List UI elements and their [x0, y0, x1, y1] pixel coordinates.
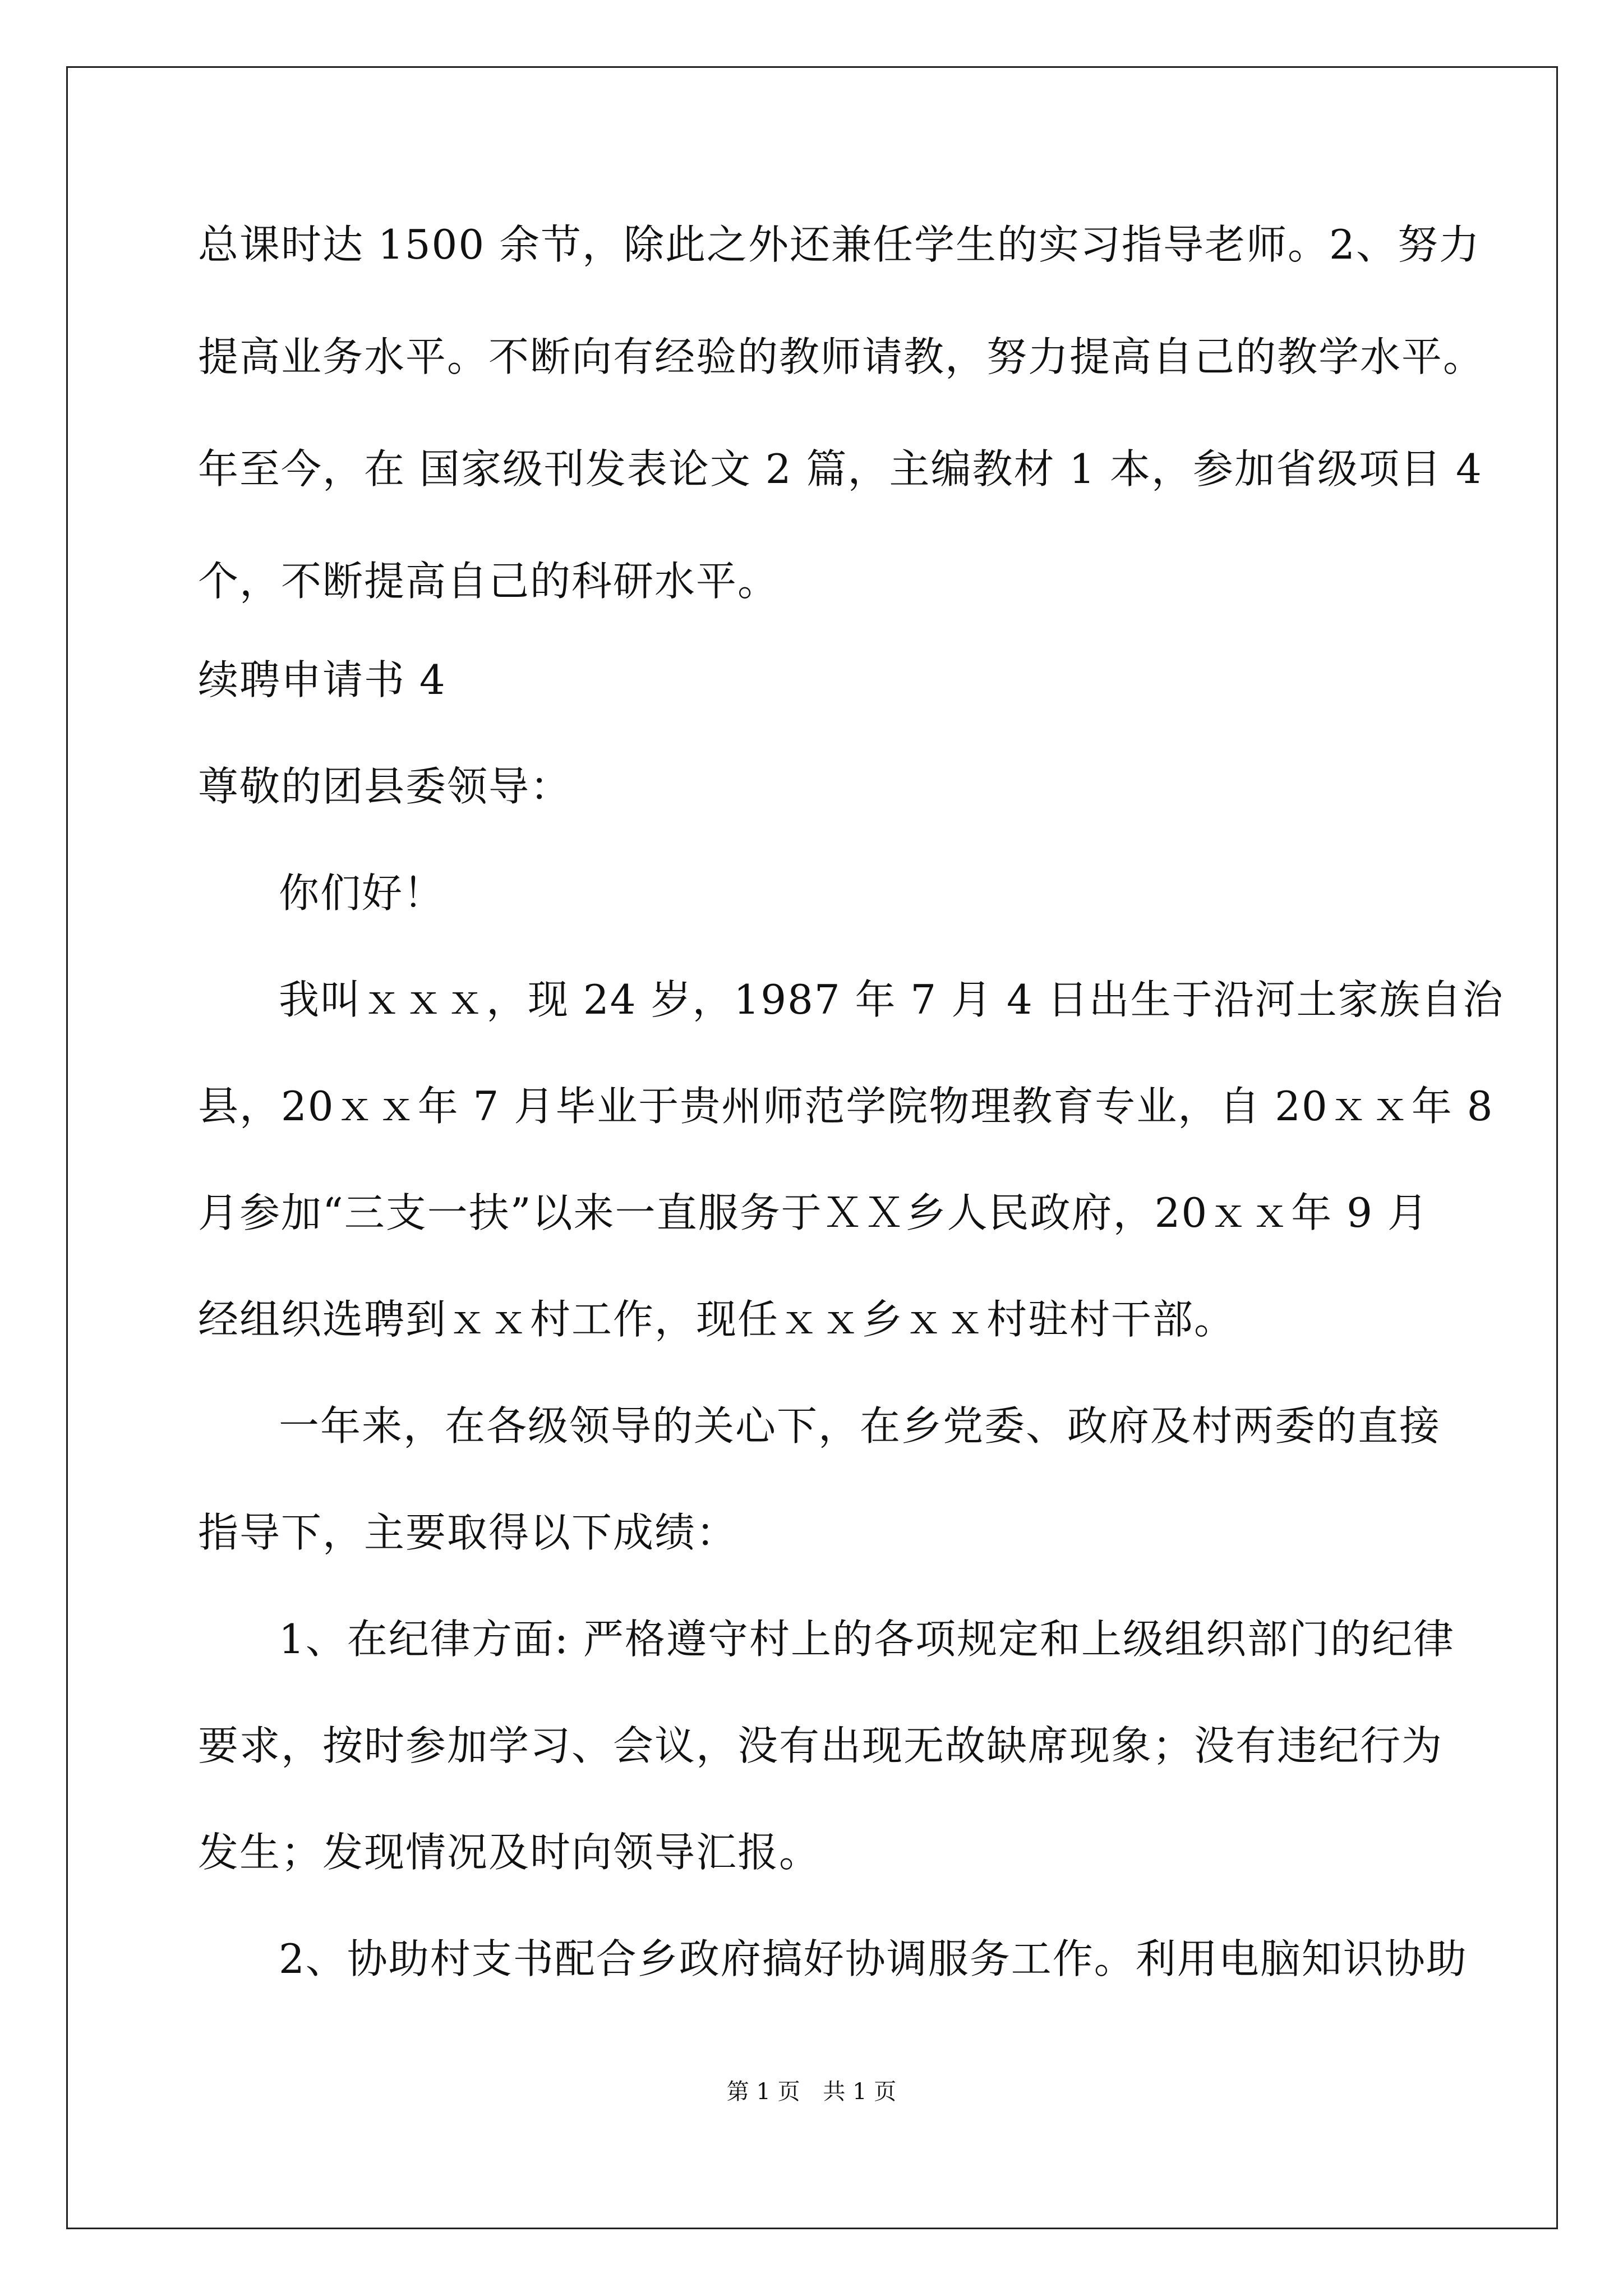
body-line: 我叫ｘｘｘ，现 24 岁，1987 年 7 月 4 日出生于沿河土家族自治 [279, 976, 1504, 1023]
body-line: 指导下，主要取得以下成绩： [198, 1509, 738, 1556]
page-total: 共 1 页 [823, 2079, 897, 2105]
salutation: 尊敬的团县委领导： [198, 763, 572, 810]
section-heading: 续聘申请书 4 [198, 656, 446, 703]
page-sheet [66, 66, 1558, 2229]
body-line: 经组织选聘到ｘｘ村工作，现任ｘｘ乡ｘｘ村驻村干部。 [198, 1296, 1236, 1343]
body-line: 1、在纪律方面: 严格遵守村上的各项规定和上级组织部门的纪律 [279, 1616, 1455, 1663]
body-line: 总课时达 1500 余节，除此之外还兼任学生的实习指导老师。2、努力 [198, 221, 1481, 268]
greeting: 你们好！ [279, 869, 445, 917]
body-line: 年至今，在 国家级刊发表论文 2 篇，主编教材 1 本，参加省级项目 4 [198, 445, 1483, 493]
body-line: 发生；发现情况及时向领导汇报。 [198, 1829, 821, 1876]
body-line: 要求，按时参加学习、会议，没有出现无故缺席现象；没有违纪行为 [198, 1722, 1444, 1769]
body-line: 一年来，在各级领导的关心下，在乡党委、政府及村两委的直接 [279, 1402, 1441, 1450]
page-footer [0, 2077, 1623, 2106]
body-line: 提高业务水平。不断向有经验的教师请教，努力提高自己的教学水平。 [198, 333, 1485, 380]
body-line: 月参加“三支一扶”以来一直服务于ＸＸ乡人民政府，20ｘｘ年 9 月 [198, 1189, 1429, 1236]
page-number: 第 1 页 [726, 2079, 800, 2105]
body-line: 个，不断提高自己的科研水平。 [198, 558, 780, 605]
body-line: 2、协助村支书配合乡政府搞好协调服务工作。利用电脑知识协助 [279, 1935, 1468, 1982]
body-line: 县，20ｘｘ年 7 月毕业于贵州师范学院物理教育专业，自 20ｘｘ年 8 [198, 1083, 1494, 1130]
